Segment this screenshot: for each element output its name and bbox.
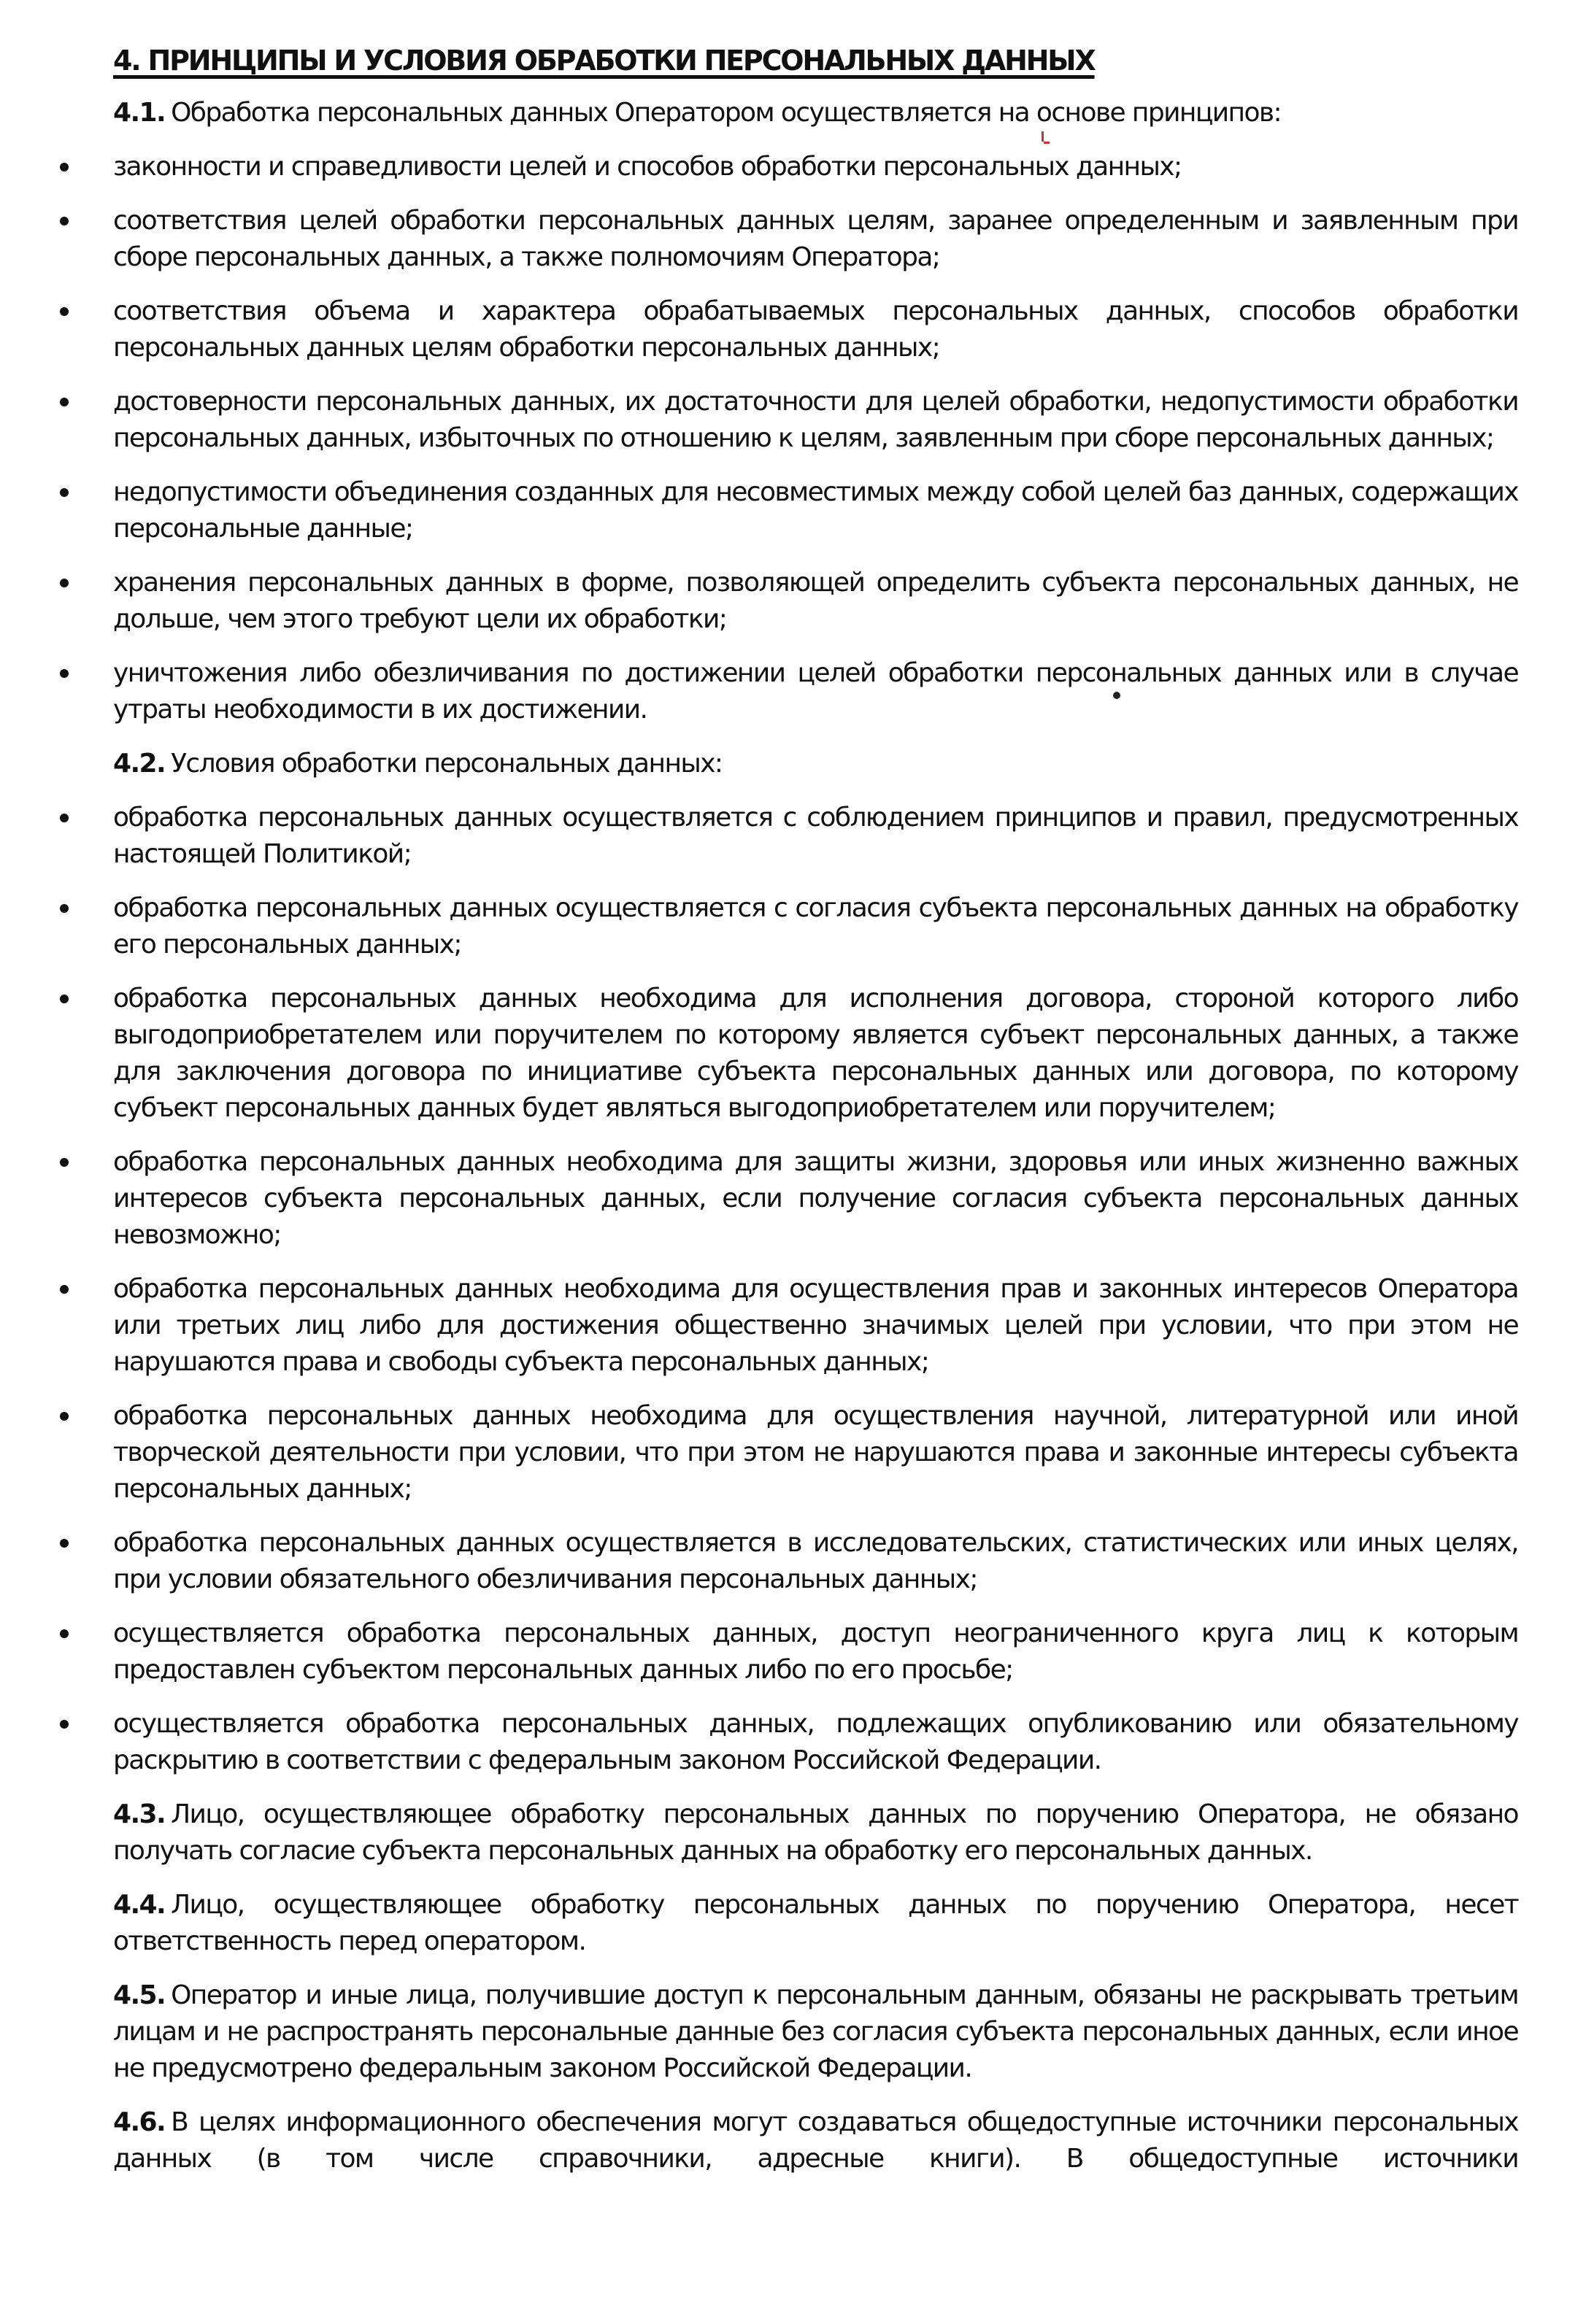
list-item-text: недопустимости объединения созданных для несовместимых между собой целей баз данных, содержащих персональные данные; — [113, 477, 1518, 544]
list-item-text: уничтожения либо обезличивания по достижении целей обработки персональных данных или в случае утраты необходимости в их достижении. — [113, 658, 1518, 725]
list-item-text: обработка персональных данных осуществляется в исследовательских, статистических или иных целях, при условии обязательного обезличивания персональных данных; — [113, 1528, 1518, 1594]
bullet-icon — [60, 488, 69, 497]
bullet-icon — [60, 1412, 69, 1421]
list-item — [113, 1706, 1518, 1779]
list-item-text: соответствия объема и характера обрабатываемых персональных данных, способов обработки персональных данных целям обработки персональных данных; — [113, 296, 1518, 363]
list-item-text: обработка персональных данных осуществляется с соблюдением принципов и правил, предусмотренных настоящей Политикой; — [113, 803, 1518, 869]
clause-text: В целях информационного обеспечения могут создаваться общедоступные источники персональных данных (в том числе справочники, адресные книги). В общедоступные источники — [113, 2107, 1518, 2174]
list-item — [113, 981, 1518, 1127]
list-item-text: обработка персональных данных необходима для осуществления прав и законных интересов Оператора или третьих лиц либо для достижения общественно значимых целей при условии, что при этом не нарушаются права и свободы субъекта персональных данных; — [113, 1274, 1518, 1377]
list-item — [113, 800, 1518, 873]
list-item-text: обработка персональных данных необходима для защиты жизни, здоровья или иных жизненно важных интересов субъекта персональных данных, если получение согласия субъекта персональных данных невозможно; — [113, 1147, 1518, 1250]
clause-number: 4.5. — [113, 1980, 166, 2010]
list-item-text: обработка персональных данных необходима для исполнения договора, стороной которого либо выгодоприобретателем или поручителем по которому является субъект персональных данных, а также для заключения договора по инициативе субъекта персональных данных или договора, по которому субъект персональных данных будет являться выгодоприобретателем или поручителем; — [113, 984, 1518, 1123]
list-item-text: обработка персональных данных осуществляется с согласия субъекта персональных данных на обработку его персональных данных; — [113, 893, 1518, 960]
bullet-icon — [60, 398, 69, 406]
list-item — [113, 293, 1518, 366]
clause-4-2 — [113, 746, 1518, 782]
list-item — [113, 655, 1518, 728]
list-item — [113, 1271, 1518, 1381]
document-body — [113, 42, 1518, 2195]
conditions-list — [113, 800, 1518, 1779]
list-item — [113, 474, 1518, 547]
bullet-icon — [60, 1539, 69, 1548]
clause-text: Условия обработки персональных данных: — [171, 749, 723, 779]
bullet-icon — [60, 1720, 69, 1729]
clause-4-6 — [113, 2104, 1518, 2177]
list-item — [113, 1615, 1518, 1688]
clause-number: 4.3. — [113, 1799, 166, 1829]
clause-4-5 — [113, 1977, 1518, 2087]
list-item — [113, 565, 1518, 638]
list-item — [113, 384, 1518, 457]
bullet-icon — [60, 163, 69, 171]
clause-4-4 — [113, 1887, 1518, 1960]
clause-number: 4.4. — [113, 1890, 166, 1920]
list-item-text: соответствия целей обработки персональных данных целям, заранее определенным и заявленным при сборе персональных данных, а также полномочиям Оператора; — [113, 206, 1518, 272]
list-item — [113, 203, 1518, 276]
list-item — [113, 149, 1518, 185]
principles-list — [113, 149, 1518, 728]
list-item — [113, 1144, 1518, 1254]
bullet-icon — [60, 904, 69, 913]
bullet-icon — [60, 1629, 69, 1638]
list-item-text: хранения персональных данных в форме, позволяющей определить субъекта персональных данных, не дольше, чем этого требуют цели их обработки; — [113, 568, 1518, 634]
list-item — [113, 1398, 1518, 1507]
list-item-text: осуществляется обработка персональных данных, доступ неограниченного круга лиц к которым предоставлен субъектом персональных данных либо по его просьбе; — [113, 1618, 1518, 1685]
bullet-icon — [60, 217, 69, 225]
list-item — [113, 890, 1518, 963]
bullet-icon — [60, 579, 69, 587]
bullet-icon — [60, 1158, 69, 1167]
bullet-icon — [60, 1285, 69, 1294]
clause-number: 4.1. — [113, 98, 166, 128]
clause-number: 4.6. — [113, 2107, 166, 2137]
clause-text: Обработка персональных данных Оператором осуществляется на основе принципов: — [171, 98, 1282, 128]
bullet-icon — [60, 995, 69, 1003]
bullet-icon — [60, 814, 69, 822]
section-heading: 4. ПРИНЦИПЫ И УСЛОВИЯ ОБРАБОТКИ ПЕРСОНАЛЬНЫХ ДАННЫХ — [113, 45, 1095, 77]
clause-text: Лицо, осуществляющее обработку персональных данных по поручению Оператора, несет ответственность перед оператором. — [113, 1890, 1518, 1956]
clause-text: Лицо, осуществляющее обработку персональных данных по поручению Оператора, не обязано получать согласие субъекта персональных данных на обработку его персональных данных. — [113, 1799, 1518, 1866]
clause-number: 4.2. — [113, 749, 166, 779]
bullet-icon — [60, 307, 69, 316]
clause-4-3 — [113, 1796, 1518, 1869]
clause-4-1 — [113, 95, 1518, 131]
list-item — [113, 1525, 1518, 1598]
clause-text: Оператор и иные лица, получившие доступ к персональным данным, обязаны не раскрывать третьим лицам и не распространять персональные данные без согласия субъекта персональных данных, если иное не предусмотрено федеральным законом Российской Федерации. — [113, 1980, 1518, 2083]
bullet-icon — [60, 669, 69, 678]
list-item-text: достоверности персональных данных, их достаточности для целей обработки, недопустимости обработки персональных данных, избыточных по отношению к целям, заявленным при сборе персональных данных; — [113, 387, 1518, 453]
list-item-text: обработка персональных данных необходима для осуществления научной, литературной или иной творческой деятельности при условии, что при этом не нарушаются права и законные интересы субъекта персональных данных; — [113, 1401, 1518, 1504]
list-item-text: осуществляется обработка персональных данных, подлежащих опубликованию или обязательному раскрытию в соответствии с федеральным законом Российской Федерации. — [113, 1709, 1518, 1775]
list-item-text: законности и справедливости целей и способов обработки персональных данных; — [113, 152, 1182, 182]
